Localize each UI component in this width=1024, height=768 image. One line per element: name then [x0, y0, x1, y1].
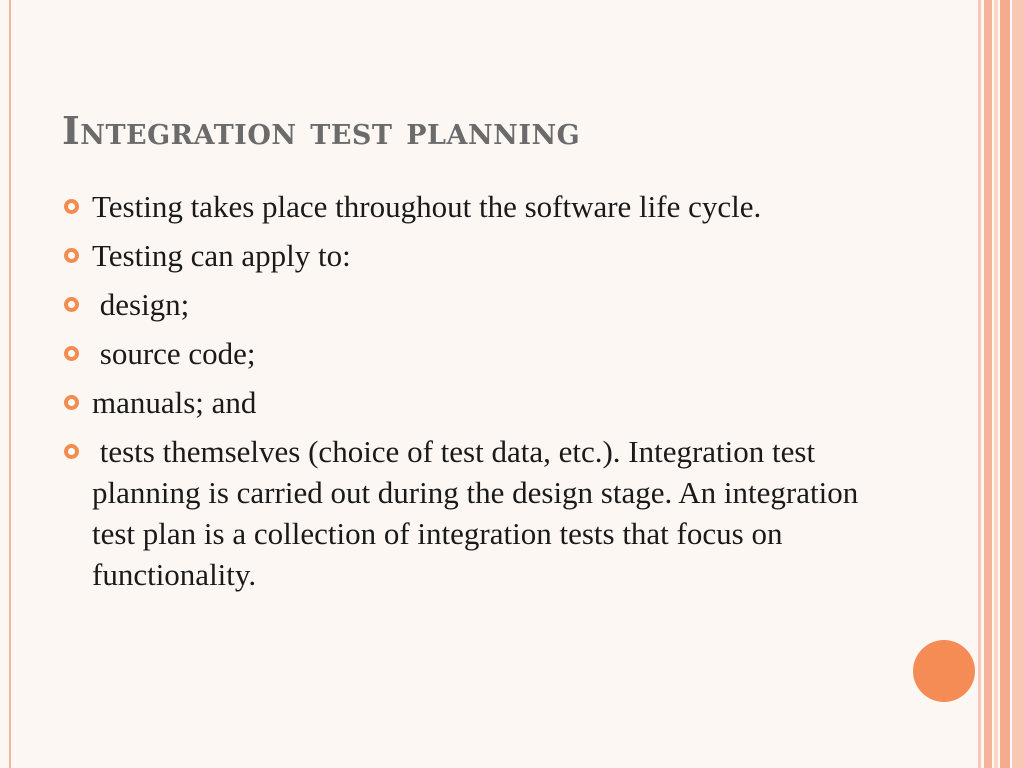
bullet-item [62, 382, 862, 423]
right-decor-stripe [994, 0, 998, 768]
bullet-item [62, 431, 866, 595]
bullet-text: source code; [92, 336, 256, 371]
ring-bullet-icon [64, 395, 79, 410]
ring-bullet-icon [64, 444, 79, 459]
ring-bullet-icon [64, 199, 79, 214]
bullet-list [62, 186, 866, 603]
decorative-circle [913, 640, 975, 702]
bullet-text: Testing can apply to: [92, 238, 351, 273]
ring-bullet-icon [64, 346, 79, 361]
bullet-text: tests themselves (choice of test data, etc.). Integration test planning is carried out during the design stage. An integration test plan is a collection of integration tests that focus on functionality. [92, 434, 866, 592]
bullet-item [62, 333, 862, 374]
right-decor-stripe [978, 0, 981, 768]
right-decor-stripe [1000, 0, 1010, 768]
ring-bullet-icon [64, 297, 79, 312]
right-decor-stripe [1012, 0, 1024, 768]
bullet-text: manuals; and [92, 385, 257, 420]
bullet-text: design; [92, 287, 190, 322]
slide-title: Integration test planning [62, 108, 581, 153]
bullet-item [62, 284, 862, 325]
bullet-text: Testing takes place throughout the software life cycle. [92, 189, 762, 224]
bullet-item [62, 186, 862, 227]
bullet-item [62, 235, 862, 276]
left-border-line [9, 0, 11, 768]
ring-bullet-icon [64, 248, 79, 263]
right-decor-stripe [984, 0, 992, 768]
